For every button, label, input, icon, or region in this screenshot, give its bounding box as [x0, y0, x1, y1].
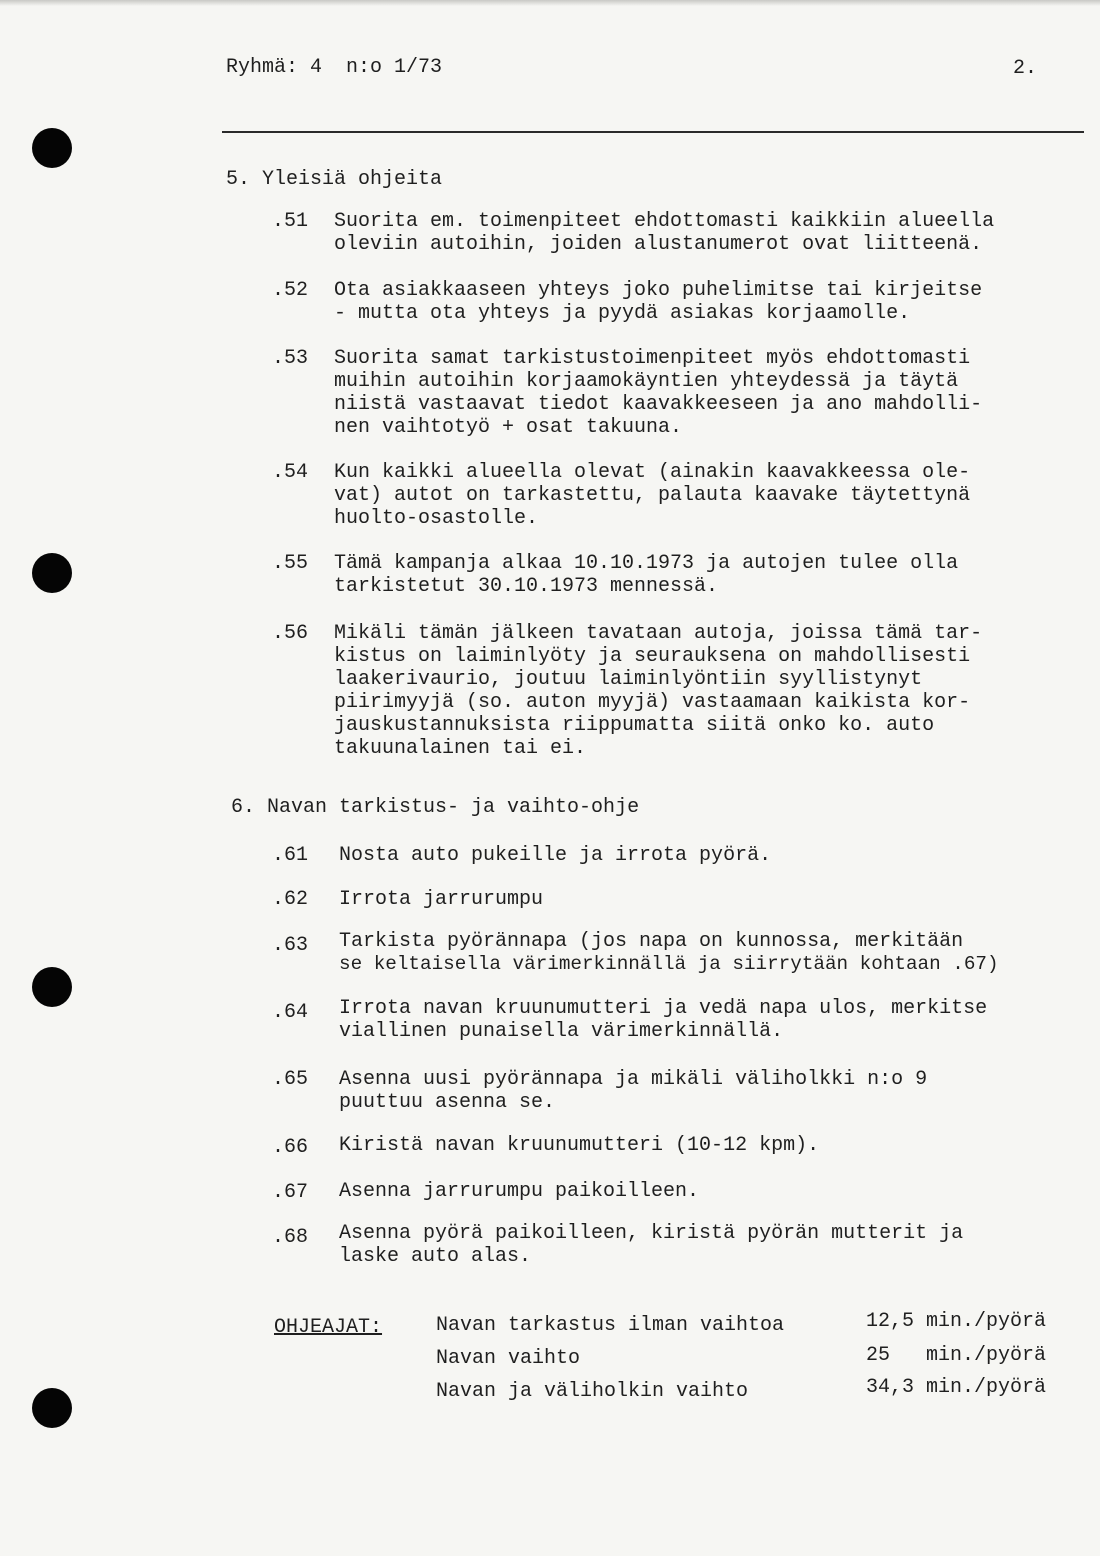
ohjeajat-label: OHJEAJAT:: [274, 1316, 383, 1339]
item-number: .64: [272, 1001, 309, 1024]
item-line: Tämä kampanja alkaa 10.10.1973 ja autojen tulee olla: [334, 552, 959, 575]
item-line: Irrota navan kruunumutteri ja vedä napa ulos, merkitse: [339, 997, 988, 1020]
item-line: Mikäli tämän jälkeen tavataan autoja, joissa tämä tar-: [334, 622, 983, 645]
item-line: niistä vastaavat tiedot kaavakkeeseen ja ano mahdolli-: [334, 393, 983, 416]
section-5-title: 5. Yleisiä ohjeita: [226, 168, 443, 191]
punch-hole-4: [32, 1388, 72, 1428]
item-number: .54: [272, 461, 309, 484]
item-number: .68: [272, 1226, 309, 1249]
item-line: Asenna uusi pyörännapa ja mikäli väliholkki n:o 9: [339, 1068, 928, 1091]
item-line: tarkistetut 30.10.1973 mennessä.: [334, 575, 719, 598]
item-line: Kiristä navan kruunumutteri (10-12 kpm).: [339, 1134, 820, 1157]
item-line: laske auto alas.: [339, 1245, 532, 1268]
header-rule: [222, 131, 1084, 133]
item-line: jauskustannuksista riippumatta siitä onko ko. auto: [334, 714, 935, 737]
punch-hole-2: [32, 553, 72, 593]
punch-hole-1: [32, 128, 72, 168]
item-line: Asenna pyörä paikoilleen, kiristä pyörän mutterit ja: [339, 1222, 964, 1245]
group-header: Ryhmä: 4 n:o 1/73: [226, 56, 443, 79]
item-line: nen vaihtotyö + osat takuuna.: [334, 416, 683, 439]
ohjeajat-task: Navan vaihto: [436, 1347, 581, 1370]
item-number: .51: [272, 210, 309, 233]
item-line: huolto-osastolle.: [334, 507, 539, 530]
item-number: .55: [272, 552, 309, 575]
item-line: viallinen punaisella värimerkinnällä.: [339, 1020, 784, 1043]
section-6-title: 6. Navan tarkistus- ja vaihto-ohje: [231, 796, 640, 819]
item-line: se keltaisella värimerkinnällä ja siirrytään kohtaan .67): [339, 953, 999, 975]
item-line: Nosta auto pukeille ja irrota pyörä.: [339, 844, 772, 867]
punch-hole-3: [32, 967, 72, 1007]
ohjeajat-time: 25 min./pyörä: [866, 1344, 1047, 1367]
item-line: oleviin autoihin, joiden alustanumerot ovat liitteenä.: [334, 233, 983, 256]
item-line: kistus on laiminlyöty ja seurauksena on mahdollisesti: [334, 645, 971, 668]
item-line: Irrota jarrurumpu: [339, 888, 544, 911]
item-line: takuunalainen tai ei.: [334, 737, 587, 760]
ohjeajat-time: 12,5 min./pyörä: [866, 1310, 1047, 1333]
item-line: piirimyyjä (so. auton myyjä) vastaamaan kaikista kor-: [334, 691, 971, 714]
item-line: Suorita em. toimenpiteet ehdottomasti kaikkiin alueella: [334, 210, 995, 233]
item-line: puuttuu asenna se.: [339, 1091, 556, 1114]
item-number: .67: [272, 1181, 309, 1204]
item-line: - mutta ota yhteys ja pyydä asiakas korjaamolle.: [334, 302, 911, 325]
scan-edge: [0, 0, 1100, 6]
ohjeajat-time: 34,3 min./pyörä: [866, 1376, 1047, 1399]
ohjeajat-task: Navan tarkastus ilman vaihtoa: [436, 1314, 785, 1337]
item-number: .56: [272, 622, 309, 645]
ohjeajat-task: Navan ja väliholkin vaihto: [436, 1380, 749, 1403]
item-line: vat) autot on tarkastettu, palauta kaavake täytettynä: [334, 484, 971, 507]
page-number: 2.: [1013, 57, 1038, 80]
item-line: laakerivaurio, joutuu laiminlyöntiin syyllistynyt: [334, 668, 923, 691]
item-number: .61: [272, 844, 309, 867]
item-line: Ota asiakkaaseen yhteys joko puhelimitse tai kirjeitse: [334, 279, 983, 302]
item-number: .52: [272, 279, 309, 302]
item-number: .62: [272, 888, 309, 911]
item-line: Kun kaikki alueella olevat (ainakin kaavakkeessa ole-: [334, 461, 971, 484]
item-line: Tarkista pyörännapa (jos napa on kunnossa, merkitään: [339, 930, 964, 953]
item-number: .65: [272, 1068, 309, 1091]
item-line: Suorita samat tarkistustoimenpiteet myös ehdottomasti: [334, 347, 971, 370]
item-line: muihin autoihin korjaamokäyntien yhteydessä ja täytä: [334, 370, 959, 393]
item-line: Asenna jarrurumpu paikoilleen.: [339, 1180, 700, 1203]
item-number: .53: [272, 347, 309, 370]
item-number: .63: [272, 934, 309, 957]
item-number: .66: [272, 1136, 309, 1159]
